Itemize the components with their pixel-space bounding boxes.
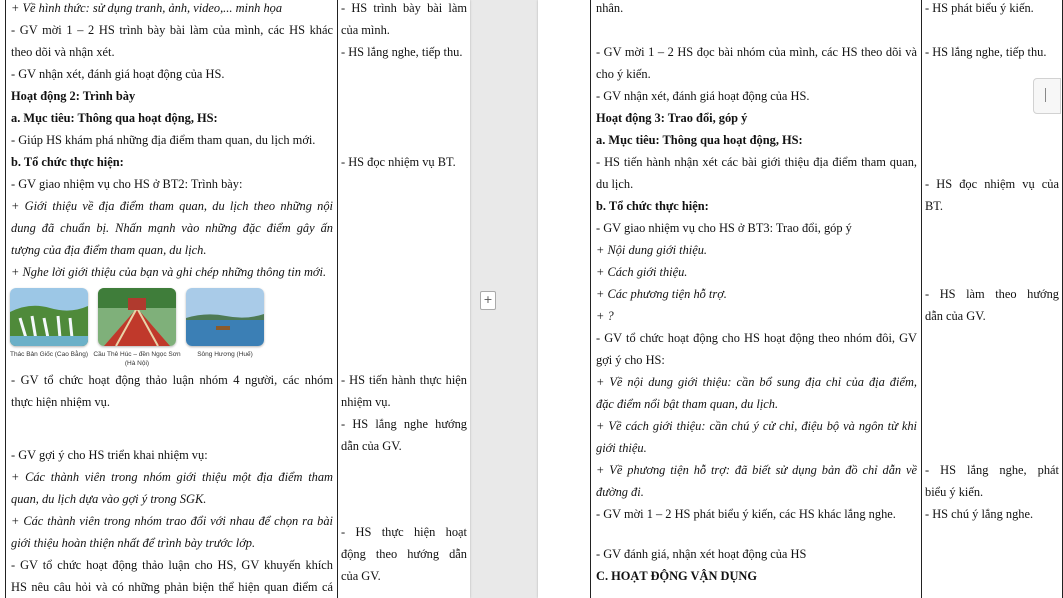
- teacher-text-line: - GV giao nhiệm vụ cho HS ở BT2: Trình bày:: [11, 177, 243, 191]
- add-row-button[interactable]: +: [480, 291, 496, 310]
- teacher-text-line: HS nêu câu hỏi và có những phản biện thể hiện quan điểm cá: [11, 580, 333, 594]
- teacher-text-line: C. HOẠT ĐỘNG VẬN DỤNG: [596, 569, 757, 583]
- teacher-text-line: đường đi.: [596, 485, 644, 499]
- student-text-line: nhiệm vụ.: [341, 395, 391, 409]
- student-text-line: - HS làm theo hướng: [925, 287, 1059, 301]
- teacher-text-line: + Nội dung giới thiệu.: [596, 243, 708, 257]
- teacher-text-line: + Các thành viên trong nhóm trao đổi với nhau để chọn ra bài: [11, 514, 333, 528]
- image-caption: Sông Hương (Huế): [197, 351, 253, 358]
- teacher-text-line: - HS tiến hành nhận xét các bài giới thiệu địa điểm tham quan,: [596, 155, 917, 169]
- teacher-text-line: - GV tổ chức hoạt động cho HS hoạt động theo nhóm đôi, GV: [596, 331, 917, 345]
- teacher-text-line: + Về nội dung giới thiệu: cần bổ sung địa chỉ của địa điểm,: [596, 375, 917, 389]
- student-text-line: - HS trình bày bài làm: [341, 1, 467, 15]
- teacher-text-line: + Về phương tiện hỗ trợ: đã biết sử dụng bản đồ chỉ dẫn về: [596, 463, 917, 477]
- student-text-line: - HS đọc nhiệm vụ của: [925, 177, 1059, 191]
- teacher-text-line: + Cách giới thiệu.: [596, 265, 688, 279]
- teacher-text-line: nhân.: [596, 1, 624, 15]
- teacher-text-line: + ?: [596, 309, 614, 323]
- teacher-text-line: thực hiện nhiệm vụ.: [11, 395, 110, 409]
- teacher-text-line: du lịch.: [596, 177, 634, 191]
- right-page: [538, 0, 1063, 598]
- teacher-text-line: + Các phương tiện hỗ trợ.: [596, 287, 727, 301]
- teacher-text-line: dung đã chuẩn bị. Nhấn mạnh vào những đặc điểm gây ấn: [11, 221, 333, 235]
- image-caption: Cầu Thê Húc – đền Ngọc Sơn (Hà Nội): [93, 351, 181, 367]
- bridge-photo: [98, 288, 176, 346]
- teacher-text-line: + Về cách giới thiệu: cần chú ý cử chỉ, điệu bộ và ngôn từ khi: [596, 419, 917, 433]
- teacher-text-line: b. Tổ chức thực hiện:: [596, 199, 709, 213]
- teacher-text-line: - GV giao nhiệm vụ cho HS ở BT3: Trao đổi, góp ý: [596, 221, 852, 235]
- student-text-line: - HS chú ý lắng nghe.: [925, 507, 1034, 521]
- river-photo: [186, 288, 264, 346]
- teacher-text-line: - GV gợi ý cho HS triển khai nhiệm vụ:: [11, 448, 208, 462]
- teacher-text-line: - GV nhận xét, đánh giá hoạt động của HS.: [11, 67, 225, 81]
- waterfall-photo: [10, 288, 88, 346]
- teacher-text-line: - Giúp HS khám phá những địa điểm tham quan, du lịch mới.: [11, 133, 316, 147]
- teacher-text-line: giới thiệu hoàn thiện nhất để trình bày trước lớp.: [11, 536, 256, 550]
- student-text-line: - HS phát biểu ý kiến.: [925, 1, 1034, 15]
- image-caption: Thác Bản Giốc (Cao Bằng): [9, 351, 89, 358]
- student-text-line: - HS lắng nghe hướng: [341, 417, 467, 431]
- student-text-line: BT.: [925, 199, 944, 213]
- teacher-activity-column: [590, 0, 922, 598]
- student-text-line: - HS thực hiện hoạt: [341, 525, 467, 539]
- teacher-text-line: a. Mục tiêu: Thông qua hoạt động, HS:: [11, 111, 218, 125]
- teacher-text-line: - GV nhận xét, đánh giá hoạt động của HS.: [596, 89, 810, 103]
- teacher-text-line: - GV mời 1 – 2 HS phát biểu ý kiến, các HS khác lắng nghe.: [596, 507, 896, 521]
- teacher-text-line: theo dõi và nhận xét.: [11, 45, 115, 59]
- teacher-text-line: a. Mục tiêu: Thông qua hoạt động, HS:: [596, 133, 803, 147]
- student-text-line: dẫn của GV.: [925, 309, 986, 323]
- teacher-text-line: tượng của địa điểm tham quan, du lịch.: [11, 243, 207, 257]
- teacher-text-line: giới thiệu.: [596, 441, 647, 455]
- student-text-line: - HS lắng nghe, tiếp thu.: [925, 45, 1047, 59]
- teacher-text-line: - GV đánh giá, nhận xét hoạt động của HS: [596, 547, 807, 561]
- student-text-line: - HS lắng nghe, tiếp thu.: [341, 45, 463, 59]
- teacher-text-line: + Giới thiệu về địa điểm tham quan, du lịch theo những nội: [11, 199, 333, 213]
- teacher-text-line: + Về hình thức: sử dụng tranh, ảnh, video,... minh họa: [11, 1, 283, 15]
- teacher-text-line: đặc điểm nổi bật tham quan, du lịch.: [596, 397, 779, 411]
- teacher-text-line: quan, du lịch dựa vào gợi ý trong SGK.: [11, 492, 207, 506]
- student-text-line: - HS đọc nhiệm vụ BT.: [341, 155, 456, 169]
- scroll-handle[interactable]: [1033, 78, 1061, 114]
- teacher-text-line: + Các thành viên trong nhóm giới thiệu một địa điểm tham: [11, 470, 333, 484]
- student-text-line: - HS tiến hành thực hiện: [341, 373, 467, 387]
- student-text-line: động theo hướng dẫn: [341, 547, 467, 561]
- student-text-line: của GV.: [341, 569, 381, 583]
- student-activity-column: [337, 0, 470, 598]
- teacher-text-line: - GV tổ chức hoạt động thảo luận cho HS, GV khuyến khích: [11, 558, 333, 572]
- student-text-line: - HS lắng nghe, phát: [925, 463, 1059, 477]
- teacher-text-line: cho ý kiến.: [596, 67, 651, 81]
- teacher-text-line: Hoạt động 3: Trao đổi, góp ý: [596, 111, 748, 125]
- student-text-line: biểu ý kiến.: [925, 485, 984, 499]
- teacher-text-line: - GV mời 1 – 2 HS trình bày bài làm của mình, các HS khác: [11, 23, 333, 37]
- teacher-text-line: b. Tổ chức thực hiện:: [11, 155, 124, 169]
- destination-images: [10, 286, 272, 374]
- left-page: [0, 0, 470, 598]
- teacher-text-line: - GV mời 1 – 2 HS đọc bài nhóm của mình, các HS theo dõi và: [596, 45, 917, 59]
- student-text-line: dẫn của GV.: [341, 439, 402, 453]
- teacher-text-line: - GV tổ chức hoạt động thảo luận nhóm 4 người, các nhóm: [11, 373, 333, 387]
- student-text-line: của mình.: [341, 23, 390, 37]
- teacher-text-line: Hoạt động 2: Trình bày: [11, 89, 136, 103]
- teacher-text-line: + Nghe lời giới thiệu của bạn và ghi chép những thông tin mới.: [11, 265, 327, 279]
- teacher-text-line: gợi ý cho HS:: [596, 353, 665, 367]
